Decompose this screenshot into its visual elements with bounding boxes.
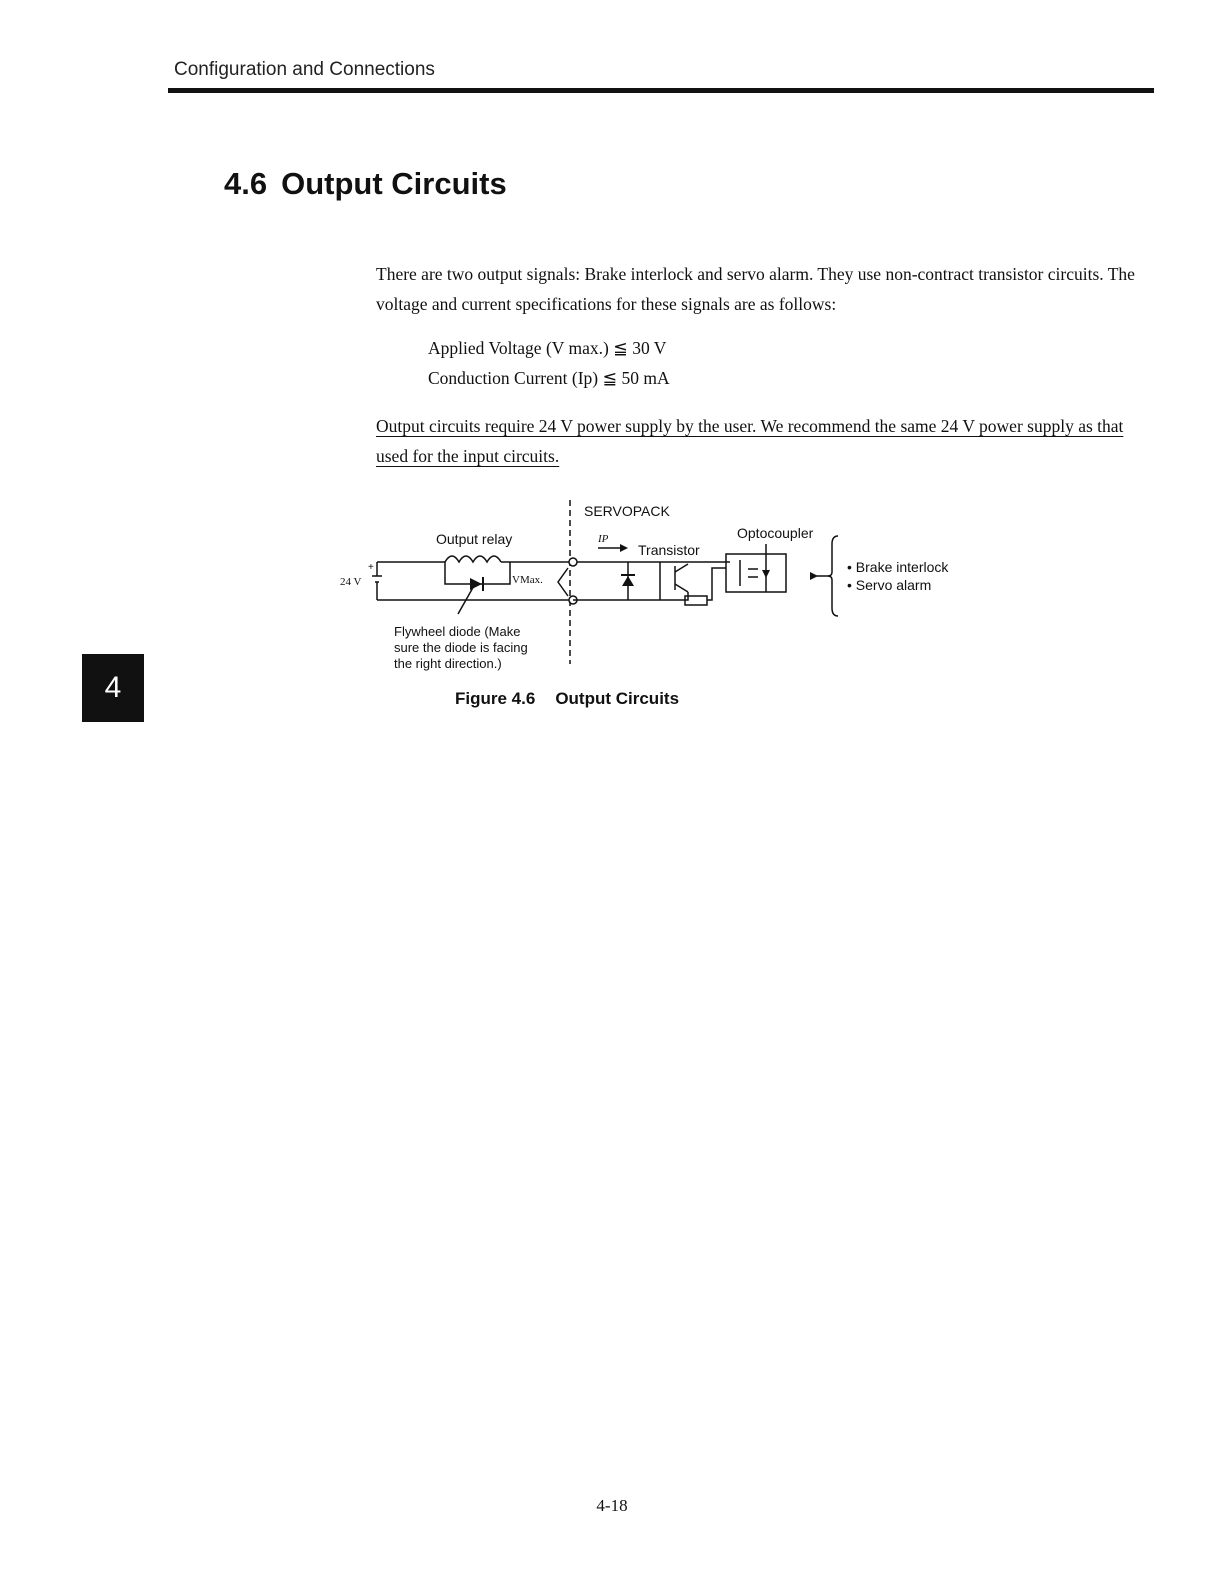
opto-diode-icon (762, 570, 770, 578)
servopack-label: SERVOPACK (584, 503, 670, 519)
terminal-top (569, 558, 577, 566)
header-rule (168, 88, 1154, 93)
relay-coil (445, 556, 501, 562)
optocoupler-box (726, 554, 786, 592)
output-arrow-head (810, 572, 818, 580)
flywheel-diode-icon (470, 578, 482, 590)
signal-brake-interlock: • Brake interlock (847, 559, 949, 575)
intro-paragraph: There are two output signals: Brake interlock and servo alarm. They use non-contract transistor circuits. The voltage and current specifications for these signals are as follows: (376, 264, 1135, 314)
output-circuit-figure (330, 494, 1010, 684)
base-wire (707, 568, 726, 600)
figure-number: Figure 4.6 (455, 689, 536, 708)
plus-sign: + (368, 562, 374, 573)
signal-brace (828, 536, 838, 616)
flywheel-diode-bar (482, 577, 484, 591)
section-title: Output Circuits (281, 166, 507, 201)
protection-diode-icon (622, 576, 634, 586)
protection-diode-bar (621, 574, 635, 576)
section-heading (224, 166, 507, 202)
diode-note-line-3: the right direction.) (394, 656, 502, 671)
output-relay-label: Output relay (436, 531, 513, 547)
diode-note-line-1: Flywheel diode (Make (394, 624, 521, 639)
current-arrow-head (620, 544, 628, 552)
power-supply-note-text: Output circuits require 24 V power supply by the user. We recommend the same 24 V power supply as that used for the input circuits. (376, 416, 1124, 466)
transistor-emitter (675, 584, 688, 592)
ip-label: IP (598, 533, 609, 545)
signal-servo-alarm: • Servo alarm (847, 577, 932, 593)
optocoupler-label: Optocoupler (737, 525, 814, 541)
vmax-label: VMax. (512, 574, 543, 586)
power-supply-note (376, 411, 1156, 471)
vmax-bracket (558, 568, 568, 596)
transistor-collector (675, 564, 688, 572)
output-circuit-diagram (330, 494, 1010, 684)
spec-applied-voltage: Applied Voltage (V max.) ≦ 30 V (428, 338, 667, 358)
emitter-wire (573, 592, 688, 600)
supply-voltage-label: 24 V (340, 576, 362, 588)
running-header: Configuration and Connections (174, 59, 435, 80)
diode-note-line-2: sure the diode is facing (394, 640, 528, 655)
page-number: 4-18 (596, 1496, 628, 1515)
transistor-label: Transistor (638, 542, 700, 558)
section-number: 4.6 (224, 166, 268, 201)
chapter-tab: 4 (82, 654, 144, 722)
figure-title: Output Circuits (555, 689, 680, 708)
figure-caption (455, 689, 679, 709)
diode-loop (445, 562, 510, 584)
spec-conduction-current: Conduction Current (Ip) ≦ 50 mA (428, 368, 670, 388)
